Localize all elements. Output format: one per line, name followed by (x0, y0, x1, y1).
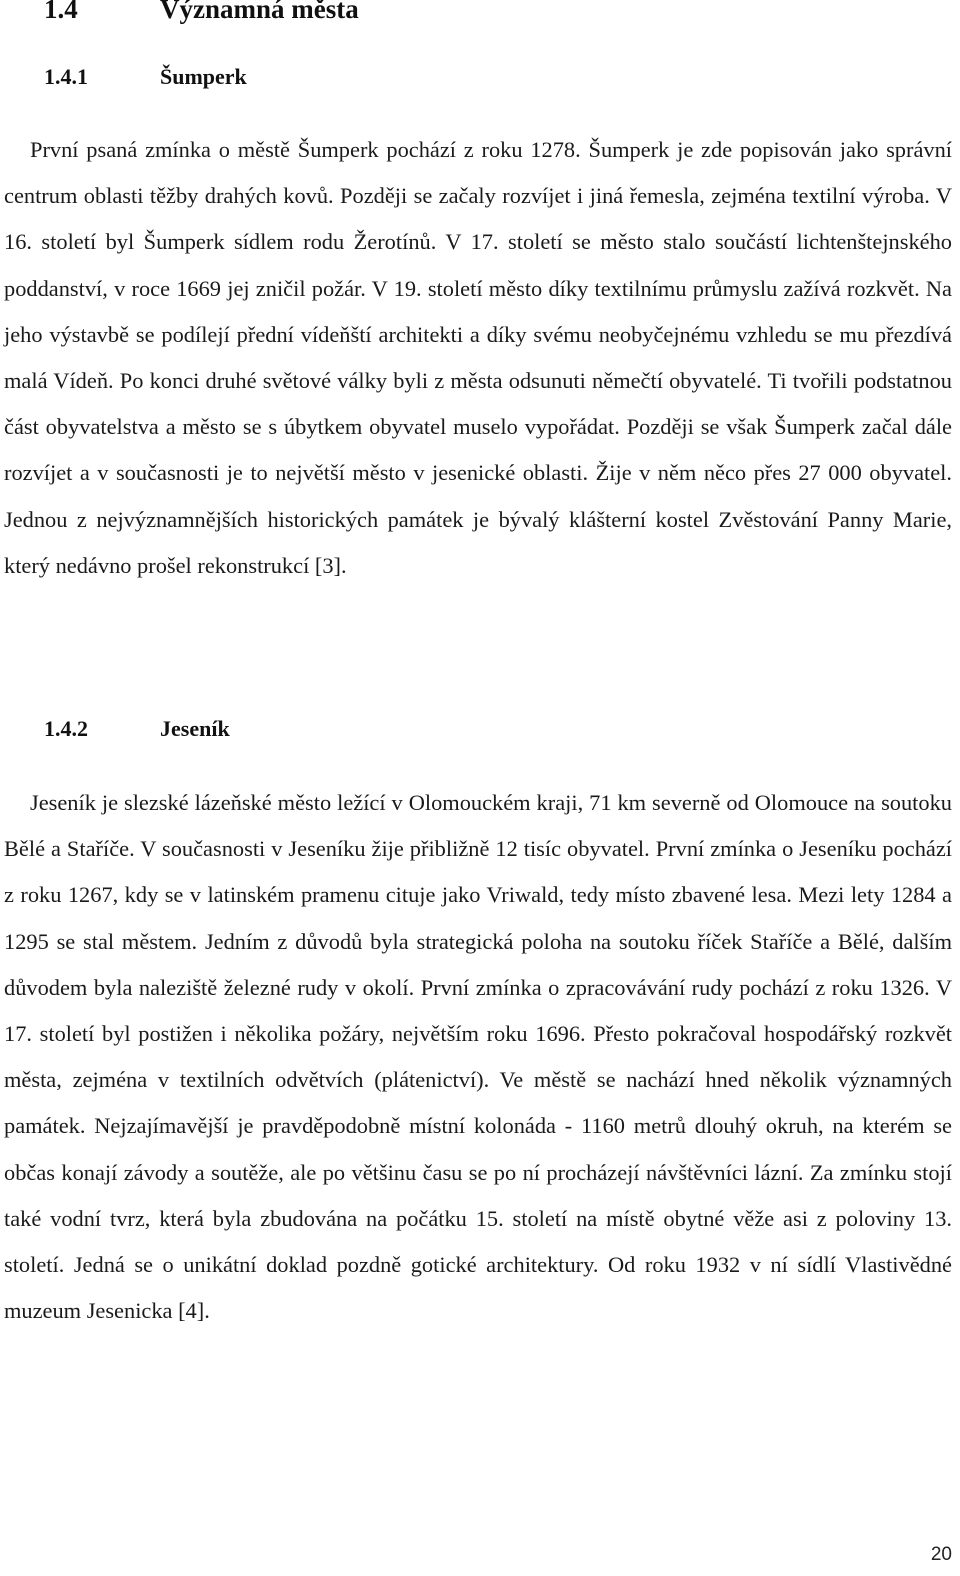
subsection-heading-jesenik (44, 716, 230, 742)
subsection-title: Jeseník (160, 716, 230, 741)
section-number: 1.4 (44, 0, 78, 24)
section-heading (44, 0, 359, 25)
subsection-heading-sumperk (44, 64, 247, 90)
section-title: Významná města (160, 0, 359, 24)
paragraph-sumperk: První psaná zmínka o městě Šumperk pochází z roku 1278. Šumperk je zde popisován jako správní centrum oblasti těžby drahých kovů. Později se začaly rozvíjet i jiná řemesla, zejména textilní výroba. V 16. století byl Šumperk sídlem rodu Žerotínů. V 17. století se město stalo součástí lichtenštejnského poddanství, v roce 1669 jej zničil požár. V 19. století město díky textilnímu průmyslu zažívá rozkvět. Na jeho výstavbě se podílejí přední vídeňští architekti a díky svému neobyčejnému vzhledu se mu přezdívá malá Vídeň. Po konci druhé světové války byli z města odsunuti němečtí obyvatelé. Ti tvořili podstatnou část obyvatelstva a město se s úbytkem obyvatel muselo vypořádat. Později se však Šumperk začal dále rozvíjet a v současnosti je to největší město v jesenické oblasti. Žije v něm něco přes 27 000 obyvatel. Jednou z nejvýznamnějších historických památek je bývalý klášterní kostel Zvěstování Panny Marie, který nedávno prošel rekonstrukcí [3]. (4, 137, 952, 578)
paragraph-jesenik: Jeseník je slezské lázeňské město ležící v Olomouckém kraji, 71 km severně od Olomouce na soutoku Bělé a Staříče. V současnosti v Jeseníku žije přibližně 12 tisíc obyvatel. První zmínka o Jeseníku pochází z roku 1267, kdy se v latinském pramenu cituje jako Vriwald, tedy místo zbavené lesa. Mezi lety 1284 a 1295 se stal městem. Jedním z důvodů byla strategická poloha na soutoku říček Staříče a Bělé, dalším důvodem byla naleziště železné rudy v okolí. První zmínka o zpracovávání rudy pochází z roku 1326. V 17. století byl postižen i několika požáry, největším roku 1696. Přesto pokračoval hospodářský rozkvět města, zejména v textilních odvětvích (plátenictví). Ve městě se nachází hned několik významných památek. Nejzajímavější je pravděpodobně místní kolonáda - 1160 metrů dlouhý okruh, na kterém se občas konají závody a soutěže, ale po většinu času se po ní procházejí návštěvníci lázní. Za zmínku stojí také vodní tvrz, která byla zbudována na počátku 15. století na místě obytné věže asi z poloviny 13. století. Jedná se o unikátní doklad pozdně gotické architektury. Od roku 1932 v ní sídlí Vlastivědné muzeum Jesenicka [4]. (4, 790, 952, 1324)
subsection-number: 1.4.1 (44, 64, 88, 89)
subsection-title: Šumperk (160, 64, 247, 89)
page-number: 20 (930, 1544, 952, 1565)
subsection-number: 1.4.2 (44, 716, 88, 741)
